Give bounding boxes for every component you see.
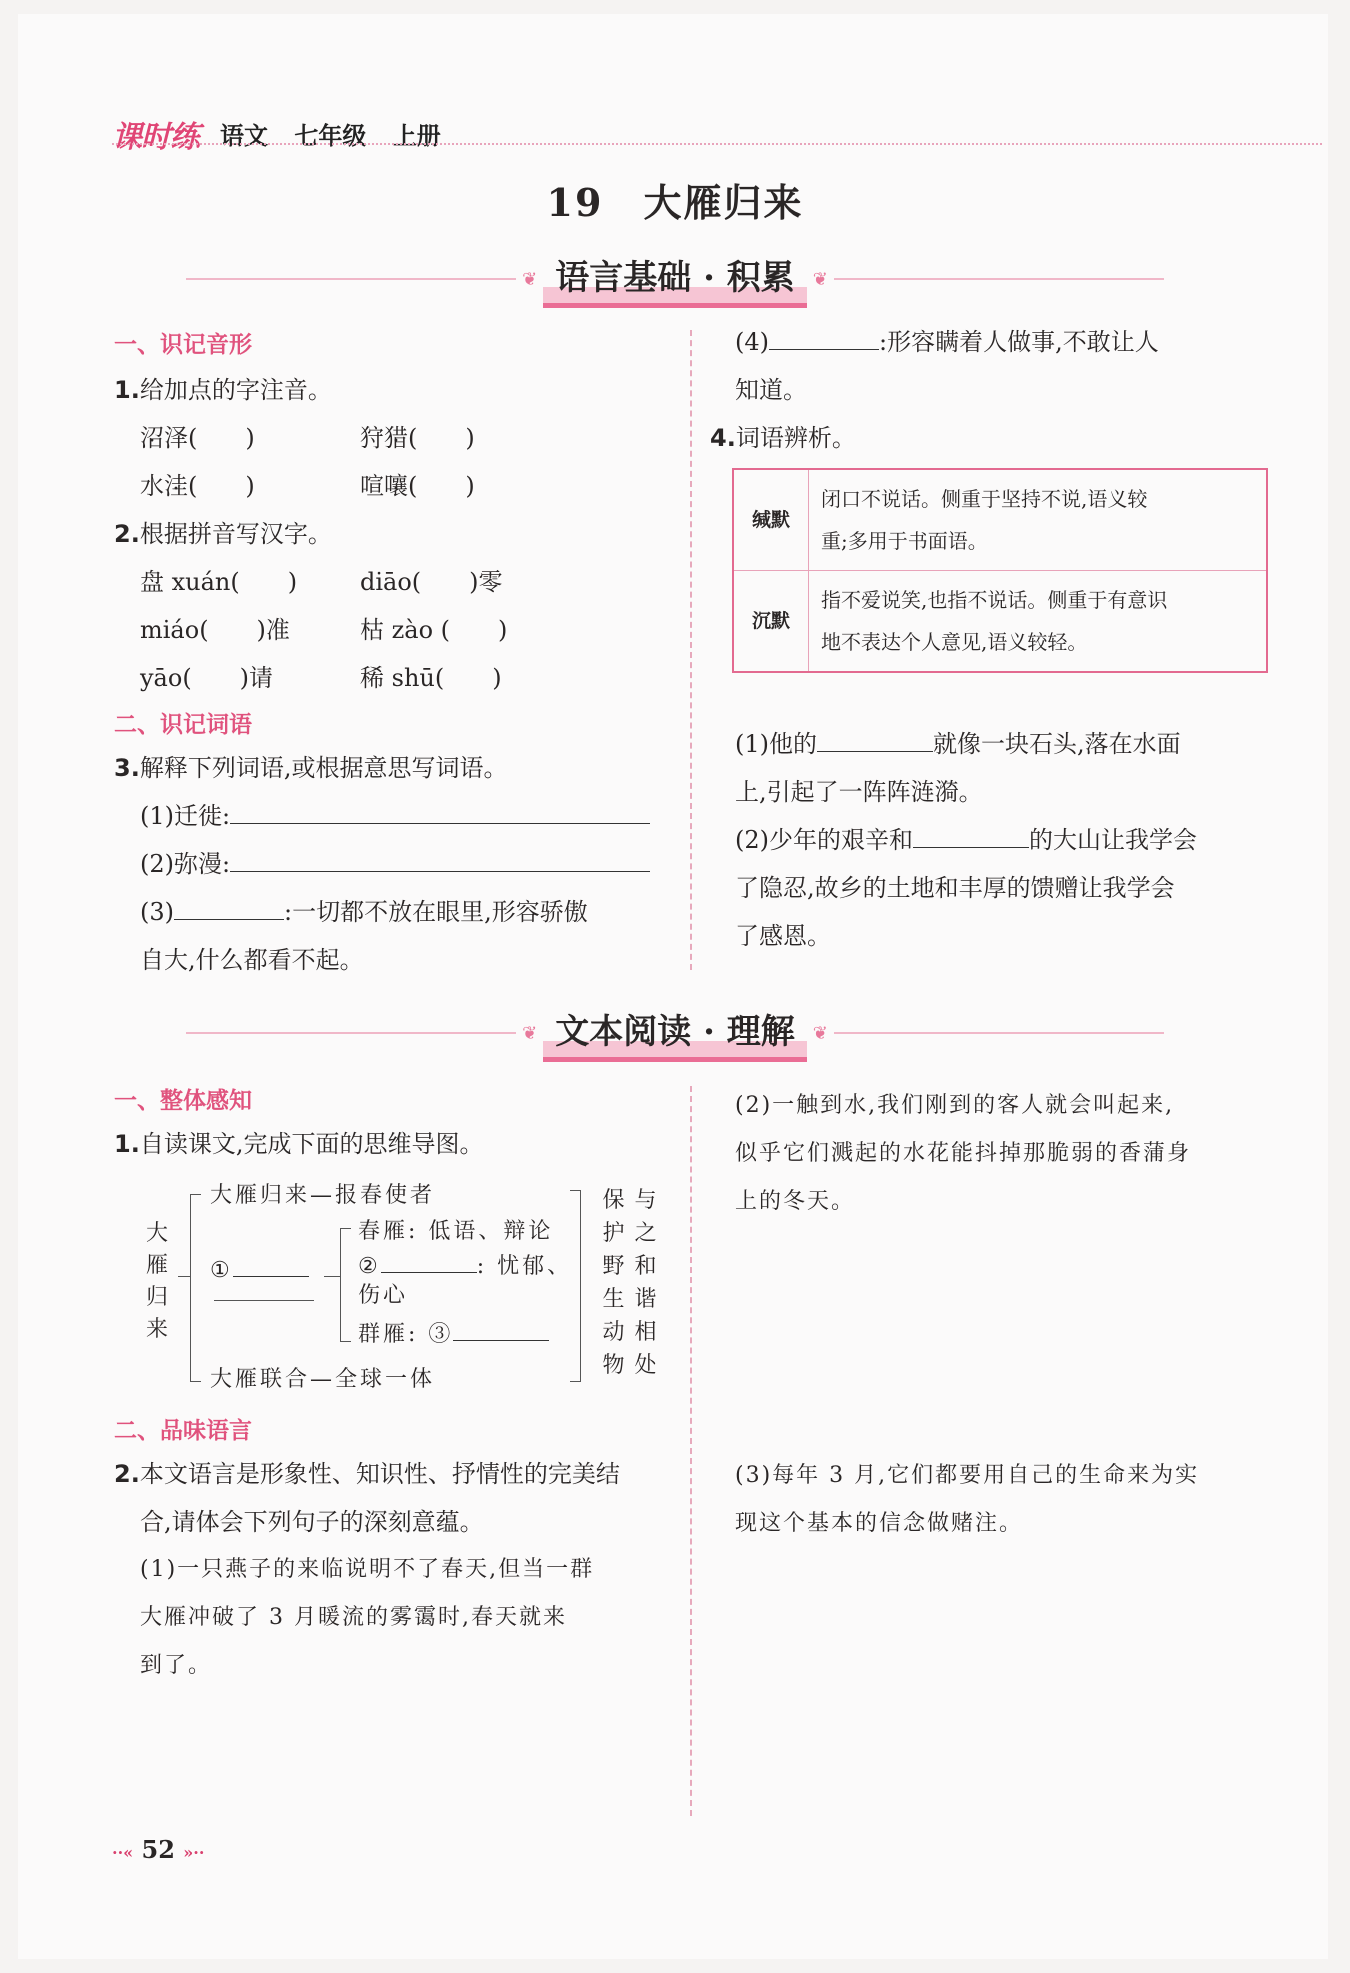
word-comparison-table xyxy=(732,468,1268,673)
pinyin-item xyxy=(140,414,255,462)
answer-line[interactable] xyxy=(230,847,650,872)
header-grade: 七年级 xyxy=(294,122,367,150)
definition-text: 知道。 xyxy=(735,376,807,404)
mind-map xyxy=(140,1176,680,1396)
hanzi-item[interactable]: 盘 xuán( ) xyxy=(140,568,298,596)
mindmap-root xyxy=(146,1218,170,1346)
term-label: (2)弥漫: xyxy=(140,850,231,878)
definition-line-1: 闭口不说话。侧重于坚持不说,语义较 xyxy=(821,487,1148,511)
quote-line: (2)一触到水,我们刚到的客人就会叫起来, xyxy=(735,1093,1175,1118)
sentence-text: 了感恩。 xyxy=(735,922,831,950)
question-number: 3. xyxy=(114,754,140,782)
term-cell: 沉默 xyxy=(733,571,809,673)
banner-label: 文本阅读 · 理解 xyxy=(543,1004,807,1062)
question-number: 4. xyxy=(710,424,736,452)
quote-line: 现这个基本的信念做赌注。 xyxy=(735,1511,1024,1536)
fill-sentence xyxy=(735,816,1197,864)
lesson-name: 大雁归来 xyxy=(643,180,804,225)
conclusion-char: 谐 xyxy=(634,1287,660,1312)
char: 泽 xyxy=(164,424,188,452)
answer-blank[interactable]: ( ) xyxy=(408,424,475,452)
question-text: 自读课文,完成下面的思维导图。 xyxy=(139,1130,484,1158)
definition-text: 自大,什么都看不起。 xyxy=(140,946,364,974)
bracket-left xyxy=(190,1194,201,1382)
conclusion-char: 护 xyxy=(602,1221,628,1246)
flourish-icon: ❦ xyxy=(522,268,538,290)
quote-line: 大雁冲破了 3 月暖流的雾霭时,春天就来 xyxy=(140,1605,567,1630)
question-text: 本文语言是形象性、知识性、抒情性的完美结 xyxy=(139,1460,620,1488)
table-row xyxy=(733,469,1267,571)
root-char: 来 xyxy=(146,1317,172,1342)
mindmap-sub: 伤心 xyxy=(358,1283,409,1308)
answer-line[interactable] xyxy=(174,895,284,920)
answer-line[interactable] xyxy=(381,1248,477,1273)
circle-number: ① xyxy=(210,1258,233,1283)
conclusion-char: 物 xyxy=(602,1353,628,1378)
hanzi-item[interactable]: 枯 zào ( ) xyxy=(360,616,508,644)
root-char: 大 xyxy=(146,1221,172,1246)
question-number: 1. xyxy=(114,376,140,404)
char: 水 xyxy=(140,472,164,500)
column-divider xyxy=(690,1086,692,1816)
definition-line xyxy=(735,318,1159,366)
answer-blank[interactable]: ( ) xyxy=(408,472,475,500)
definition-line-2: 重;多用于书面语。 xyxy=(821,529,988,553)
sentence-text: (2)少年的艰辛和 xyxy=(735,826,913,854)
dotted-char: 嚷 · xyxy=(384,472,408,500)
sentence-text: 就像一块石头,落在水面 xyxy=(933,730,1181,758)
sentence-text: (1)他的 xyxy=(735,730,817,758)
banner-line-right xyxy=(834,1032,1164,1034)
question-text: 根据拼音写汉字。 xyxy=(139,520,332,548)
dotted-char: 猎 · xyxy=(384,424,408,452)
conclusion-char: 处 xyxy=(634,1353,660,1378)
pinyin-item xyxy=(360,414,475,462)
quote-line: 似乎它们溅起的水花能抖掉那脆弱的香蒲身 xyxy=(735,1141,1192,1166)
banner-line-left xyxy=(186,278,516,280)
pinyin-item xyxy=(360,462,475,510)
table-row xyxy=(733,571,1267,673)
question-text: 解释下列词语,或根据意思写词语。 xyxy=(139,754,508,782)
definition-text: :形容瞒着人做事,不敢让人 xyxy=(879,328,1159,356)
bracket-right xyxy=(570,1190,581,1382)
mindmap-circle xyxy=(210,1252,309,1283)
question-1 xyxy=(114,366,332,414)
answer-line[interactable] xyxy=(817,727,933,752)
conclusion-char: 保 xyxy=(602,1188,628,1213)
sentence-text: 的大山让我学会 xyxy=(1029,826,1197,854)
question-text: 给加点的字注音。 xyxy=(139,376,332,404)
item-number: (4) xyxy=(735,328,769,356)
banner-line-left xyxy=(186,1032,516,1034)
definition-cell xyxy=(809,571,1268,673)
char: 狩 xyxy=(360,424,384,452)
flourish-icon: »·· xyxy=(183,1843,205,1862)
hanzi-item[interactable]: yāo( )请 xyxy=(140,664,274,692)
conclusion-char: 动 xyxy=(602,1320,628,1345)
quote-line: 到了。 xyxy=(140,1653,213,1678)
lesson-title xyxy=(0,172,1350,227)
conclusion-char: 和 xyxy=(634,1254,660,1279)
answer-line[interactable] xyxy=(913,823,1029,848)
mindmap-sub xyxy=(358,1248,572,1280)
header-divider xyxy=(112,143,1322,145)
flourish-icon: ··« xyxy=(112,1843,134,1862)
fill-sentence xyxy=(735,720,1181,768)
sub-text: : 忧郁、 xyxy=(476,1254,573,1279)
sentence-text: 了隐忍,故乡的土地和丰厚的馈赠让我学会 xyxy=(735,874,1175,902)
question-text: 合,请体会下列句子的深刻意蕴。 xyxy=(140,1508,484,1536)
bracket-sub xyxy=(340,1228,351,1342)
quote-line: (1)一只燕子的来临说明不了春天,但当一群 xyxy=(140,1557,595,1582)
mindmap-branch: 大雁归来—报春使者 xyxy=(210,1183,436,1208)
mindmap-sub: 春雁: 低语、辩论 xyxy=(358,1219,554,1244)
quote-line: 上的冬天。 xyxy=(735,1189,856,1214)
mindmap-conclusion xyxy=(634,1184,660,1382)
sentence-text: 上,引起了一阵阵涟漪。 xyxy=(735,778,983,806)
lesson-number: 19 xyxy=(546,180,604,225)
definition-line xyxy=(140,840,650,888)
mindmap-sub xyxy=(358,1316,549,1348)
section-heading: 一、整体感知 xyxy=(114,1088,252,1114)
banner-basics xyxy=(0,250,1350,308)
header-volume: 上册 xyxy=(392,122,441,150)
question-1 xyxy=(114,1120,483,1168)
answer-line[interactable] xyxy=(233,1252,309,1277)
dotted-char: 沼 · xyxy=(140,424,164,452)
question-2 xyxy=(114,510,332,558)
definition-line xyxy=(140,888,588,936)
hanzi-item[interactable]: miáo( )准 xyxy=(140,616,290,644)
header-info xyxy=(220,116,441,151)
question-number: 2. xyxy=(114,520,140,548)
page-number-value: 52 xyxy=(141,1835,175,1864)
brand-logo: 课时练 xyxy=(112,120,199,155)
question-2 xyxy=(114,1450,620,1498)
banner-reading xyxy=(0,1004,1350,1062)
hanzi-item[interactable]: 稀 shū( ) xyxy=(360,664,502,692)
root-char: 雁 xyxy=(146,1253,172,1278)
flourish-icon: ❦ xyxy=(522,1022,538,1044)
question-number: 1. xyxy=(114,1130,140,1158)
banner-label: 语言基础 · 积累 xyxy=(543,250,807,308)
conclusion-char: 生 xyxy=(602,1287,628,1312)
answer-line[interactable] xyxy=(230,799,650,824)
answer-blank[interactable]: ( ) xyxy=(188,472,255,500)
question-text: 词语辨析。 xyxy=(735,424,856,452)
flourish-icon: ❦ xyxy=(812,1022,828,1044)
root-char: 归 xyxy=(146,1285,172,1310)
section-heading: 二、识记词语 xyxy=(114,712,252,738)
dotted-char: 洼 · xyxy=(164,472,188,500)
definition-text: :一切都不放在眼里,形容骄傲 xyxy=(284,898,588,926)
column-divider xyxy=(690,330,692,970)
question-3 xyxy=(114,744,507,792)
section-heading: 一、识记音形 xyxy=(114,332,252,358)
connector xyxy=(178,1276,190,1277)
definition-line-2: 地不表达个人意见,语义较轻。 xyxy=(821,630,1088,654)
circle-number: ② xyxy=(358,1254,381,1279)
question-4 xyxy=(710,414,856,462)
term-cell: 缄默 xyxy=(733,469,809,571)
hanzi-item[interactable]: diāo( )零 xyxy=(360,568,503,596)
definition-cell xyxy=(809,469,1268,571)
sub-text: 群雁: xyxy=(358,1322,429,1347)
flourish-icon: ❦ xyxy=(812,268,828,290)
item-number: (3) xyxy=(140,898,174,926)
circle-number: ③ xyxy=(428,1322,454,1347)
header-subject: 语文 xyxy=(220,122,268,150)
question-number: 2. xyxy=(114,1460,140,1488)
page-number xyxy=(112,1835,204,1864)
term-label: (1)迁徙: xyxy=(140,802,231,830)
definition-line xyxy=(140,792,650,840)
char: 喧 xyxy=(360,472,384,500)
connector xyxy=(324,1276,340,1277)
conclusion-char: 野 xyxy=(602,1254,628,1279)
answer-blank[interactable]: ( ) xyxy=(188,424,255,452)
quote-line: (3)每年 3 月,它们都要用自己的生命来为实 xyxy=(735,1463,1200,1488)
mindmap-conclusion xyxy=(602,1184,628,1382)
answer-line[interactable] xyxy=(769,325,879,350)
pinyin-item xyxy=(140,462,255,510)
mindmap-branch: 大雁联合—全球一体 xyxy=(210,1367,436,1392)
conclusion-char: 之 xyxy=(634,1221,660,1246)
answer-line[interactable] xyxy=(453,1316,549,1341)
conclusion-char: 与 xyxy=(634,1188,660,1213)
banner-line-right xyxy=(834,278,1164,280)
answer-line[interactable] xyxy=(214,1300,314,1301)
conclusion-char: 相 xyxy=(634,1320,660,1345)
section-heading: 二、品味语言 xyxy=(114,1418,252,1444)
definition-line-1: 指不爱说笑,也指不说话。侧重于有意识 xyxy=(821,588,1168,612)
